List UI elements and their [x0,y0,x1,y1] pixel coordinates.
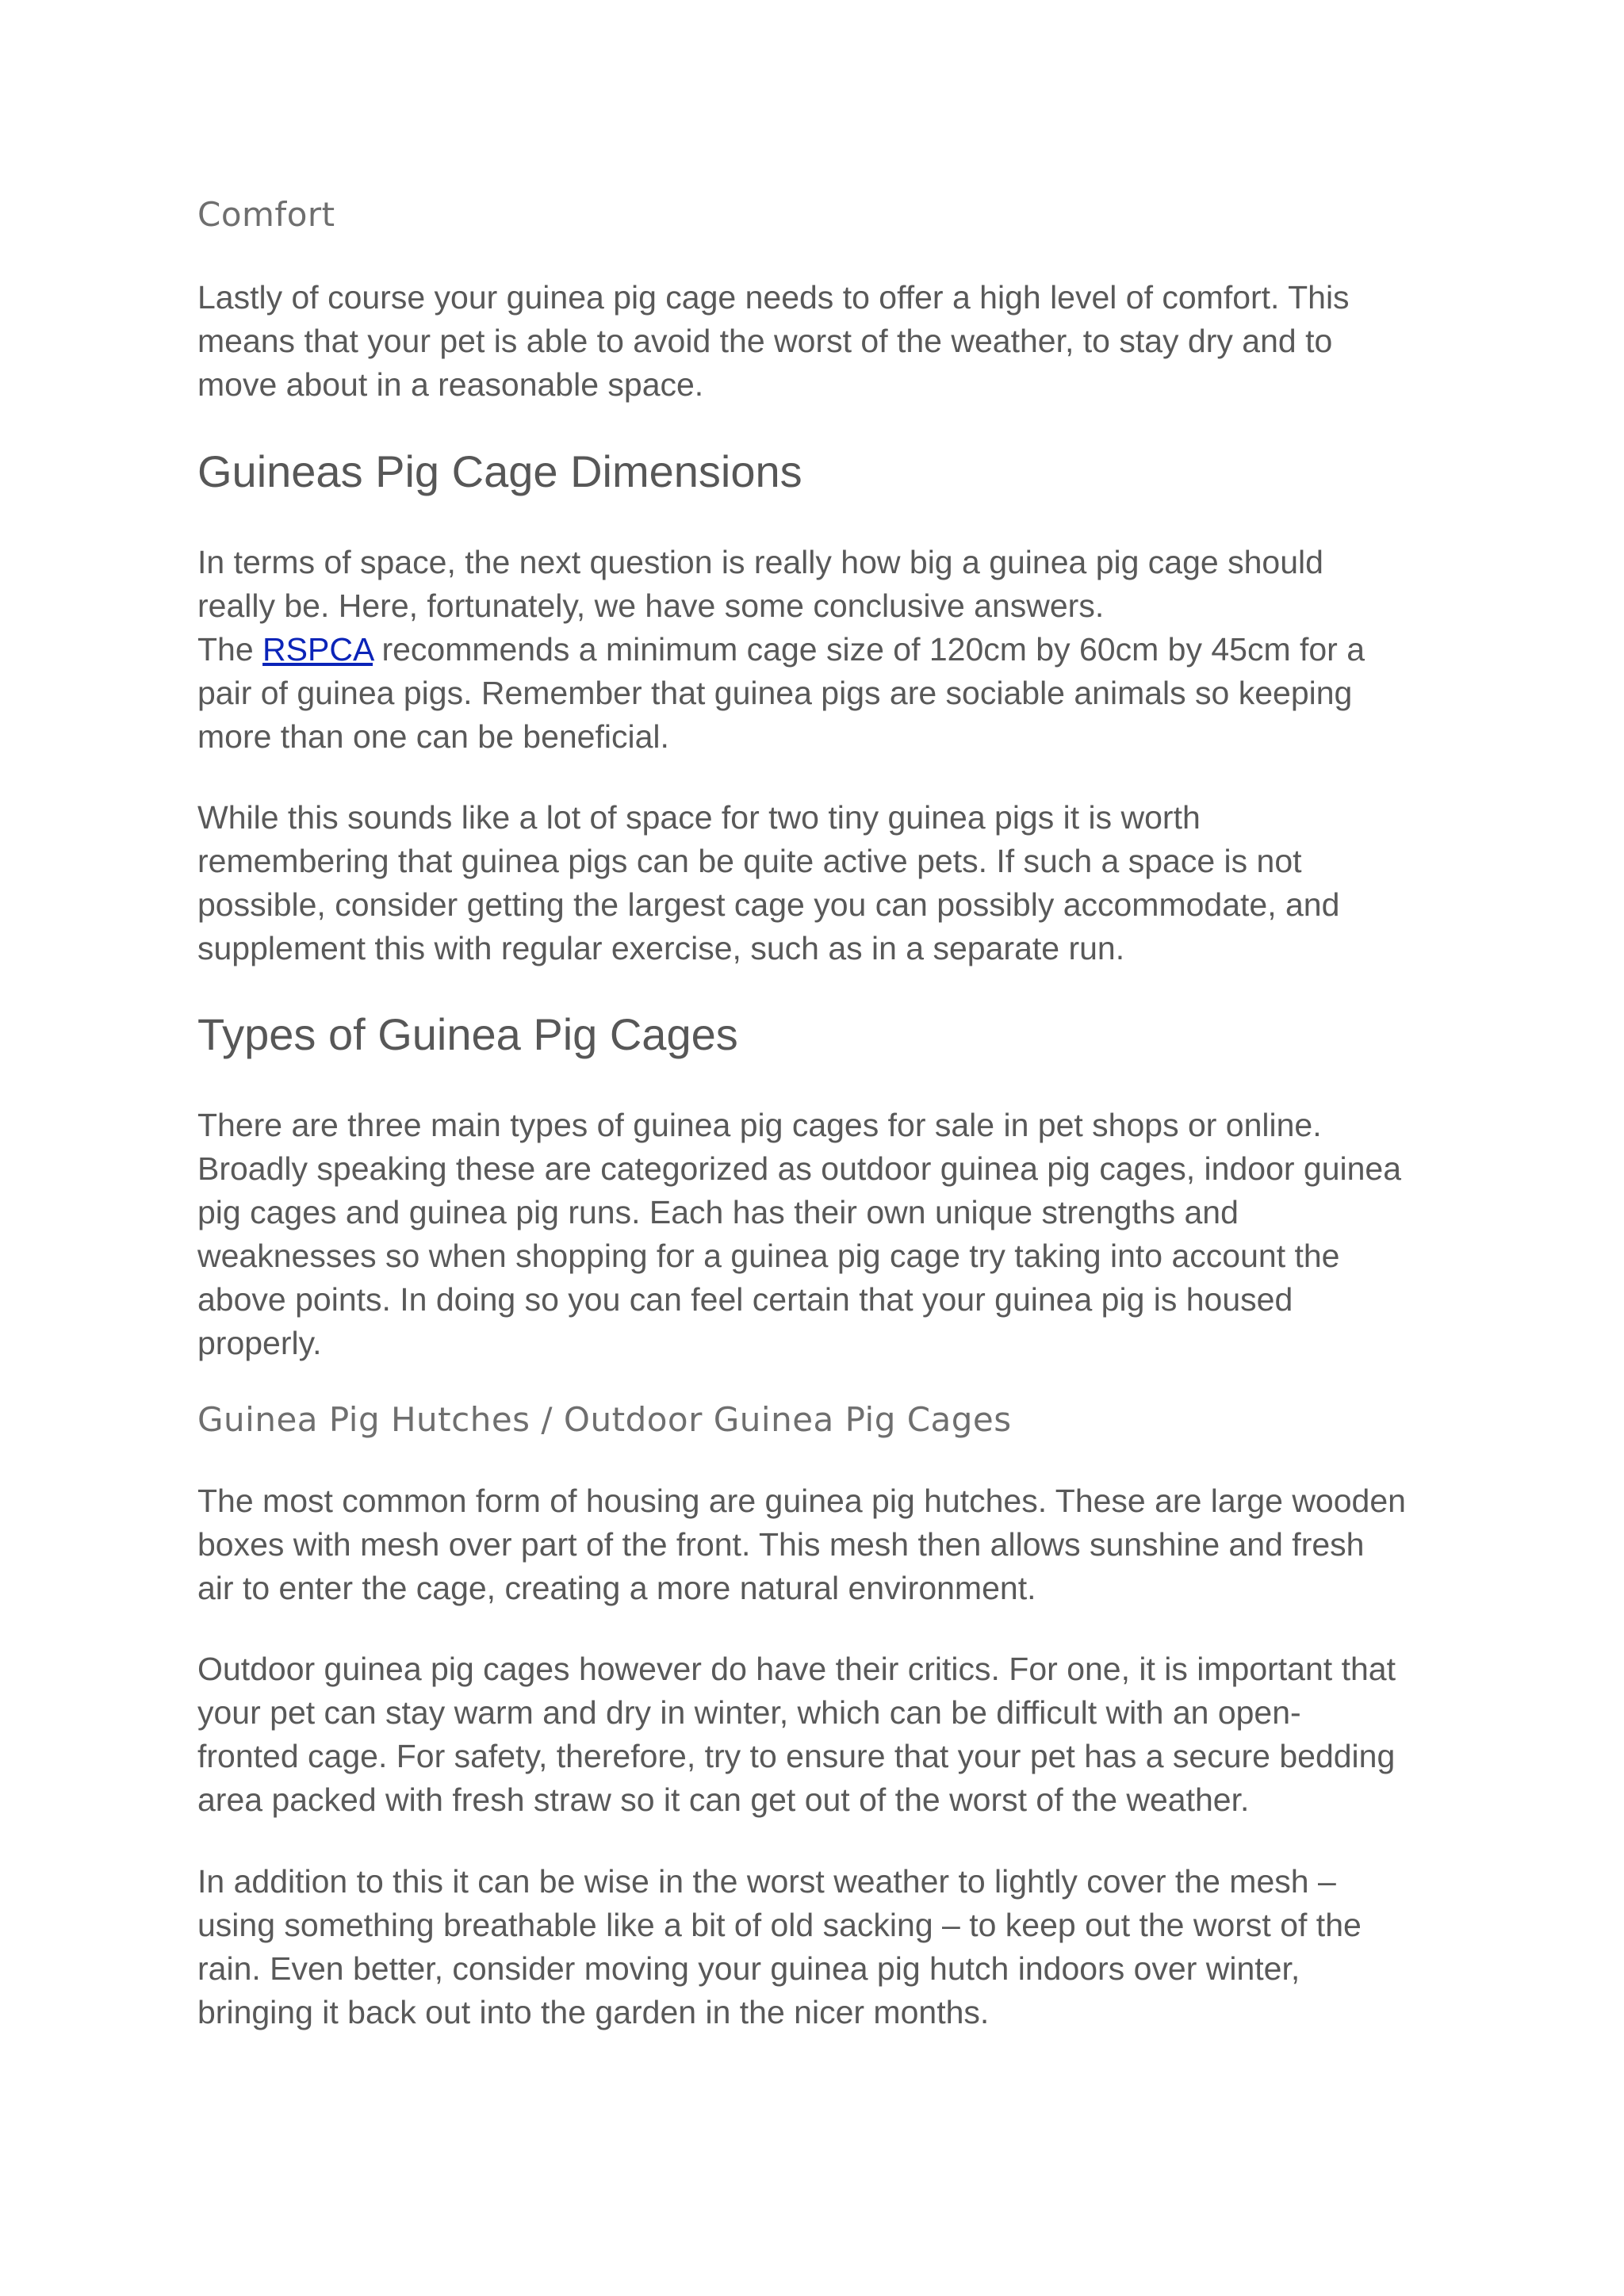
text-line: pair of guinea pigs. Remember that guinea pigs are sociable animals so keeping [197,675,1353,711]
text-fragment: The [197,631,263,668]
heading-cage-dimensions: Guineas Pig Cage Dimensions [197,446,802,496]
text-line: really be. Here, fortunately, we have some conclusive answers. [197,587,1105,624]
text-line: Lastly of course your guinea pig cage needs to offer a high level of comfort. This [197,279,1350,316]
rspca-link[interactable]: RSPCA [262,631,373,668]
paragraph-dimensions-2 [197,796,1450,970]
text-line: your pet can stay warm and dry in winter, which can be difficult with an open- [197,1694,1301,1731]
paragraph-hutches-1 [197,1479,1450,1610]
paragraph-hutches-3 [197,1860,1450,2034]
text-line: The most common form of housing are guinea pig hutches. These are large wooden [197,1483,1406,1519]
text-line: area packed with fresh straw so it can get out of the worst of the weather. [197,1781,1250,1818]
heading-comfort: Comfort [197,195,335,234]
text-fragment: recommends a minimum cage size of 120cm by 60cm by 45cm for a [373,631,1365,668]
text-line: more than one can be beneficial. [197,718,669,755]
text-line: In addition to this it can be wise in the worst weather to lightly cover the mesh – [197,1863,1336,1900]
text-line: using something breathable like a bit of old sacking – to keep out the worst of the [197,1907,1362,1943]
text-line: bringing it back out into the garden in the nicer months. [197,1994,990,2030]
text-line: air to enter the cage, creating a more natural environment. [197,1570,1036,1606]
text-line: weaknesses so when shopping for a guinea pig cage try taking into account the [197,1238,1340,1274]
paragraph-hutches-2 [197,1647,1450,1822]
heading-cage-types: Types of Guinea Pig Cages [197,1009,738,1059]
text-line: pig cages and guinea pig runs. Each has their own unique strengths and [197,1194,1239,1230]
paragraph-types [197,1104,1450,1365]
text-line: Broadly speaking these are categorized as outdoor guinea pig cages, indoor guinea [197,1150,1402,1187]
text-line: boxes with mesh over part of the front. This mesh then allows sunshine and fresh [197,1526,1365,1563]
text-line: possible, consider getting the largest cage you can possibly accommodate, and [197,886,1340,923]
text-line: above points. In doing so you can feel certain that your guinea pig is housed [197,1281,1293,1318]
text-line: remembering that guinea pigs can be quite active pets. If such a space is not [197,843,1302,879]
text-line: Outdoor guinea pig cages however do have their critics. For one, it is important that [197,1651,1396,1687]
text-line: There are three main types of guinea pig cages for sale in pet shops or online. [197,1107,1322,1143]
paragraph-comfort [197,276,1450,407]
paragraph-dimensions-1 [197,541,1450,759]
text-line: properly. [197,1325,322,1361]
text-line: While this sounds like a lot of space for two tiny guinea pigs it is worth [197,799,1201,836]
text-line-with-link [197,628,1450,672]
text-line: move about in a reasonable space. [197,366,704,403]
text-line: fronted cage. For safety, therefore, try to ensure that your pet has a secure bedding [197,1738,1396,1774]
text-line: means that your pet is able to avoid the worst of the weather, to stay dry and to [197,323,1333,359]
heading-hutches: Guinea Pig Hutches / Outdoor Guinea Pig Cages [197,1400,1012,1439]
text-line: In terms of space, the next question is really how big a guinea pig cage should [197,544,1323,580]
text-line: supplement this with regular exercise, such as in a separate run. [197,930,1125,966]
text-line: rain. Even better, consider moving your guinea pig hutch indoors over winter, [197,1950,1300,1987]
